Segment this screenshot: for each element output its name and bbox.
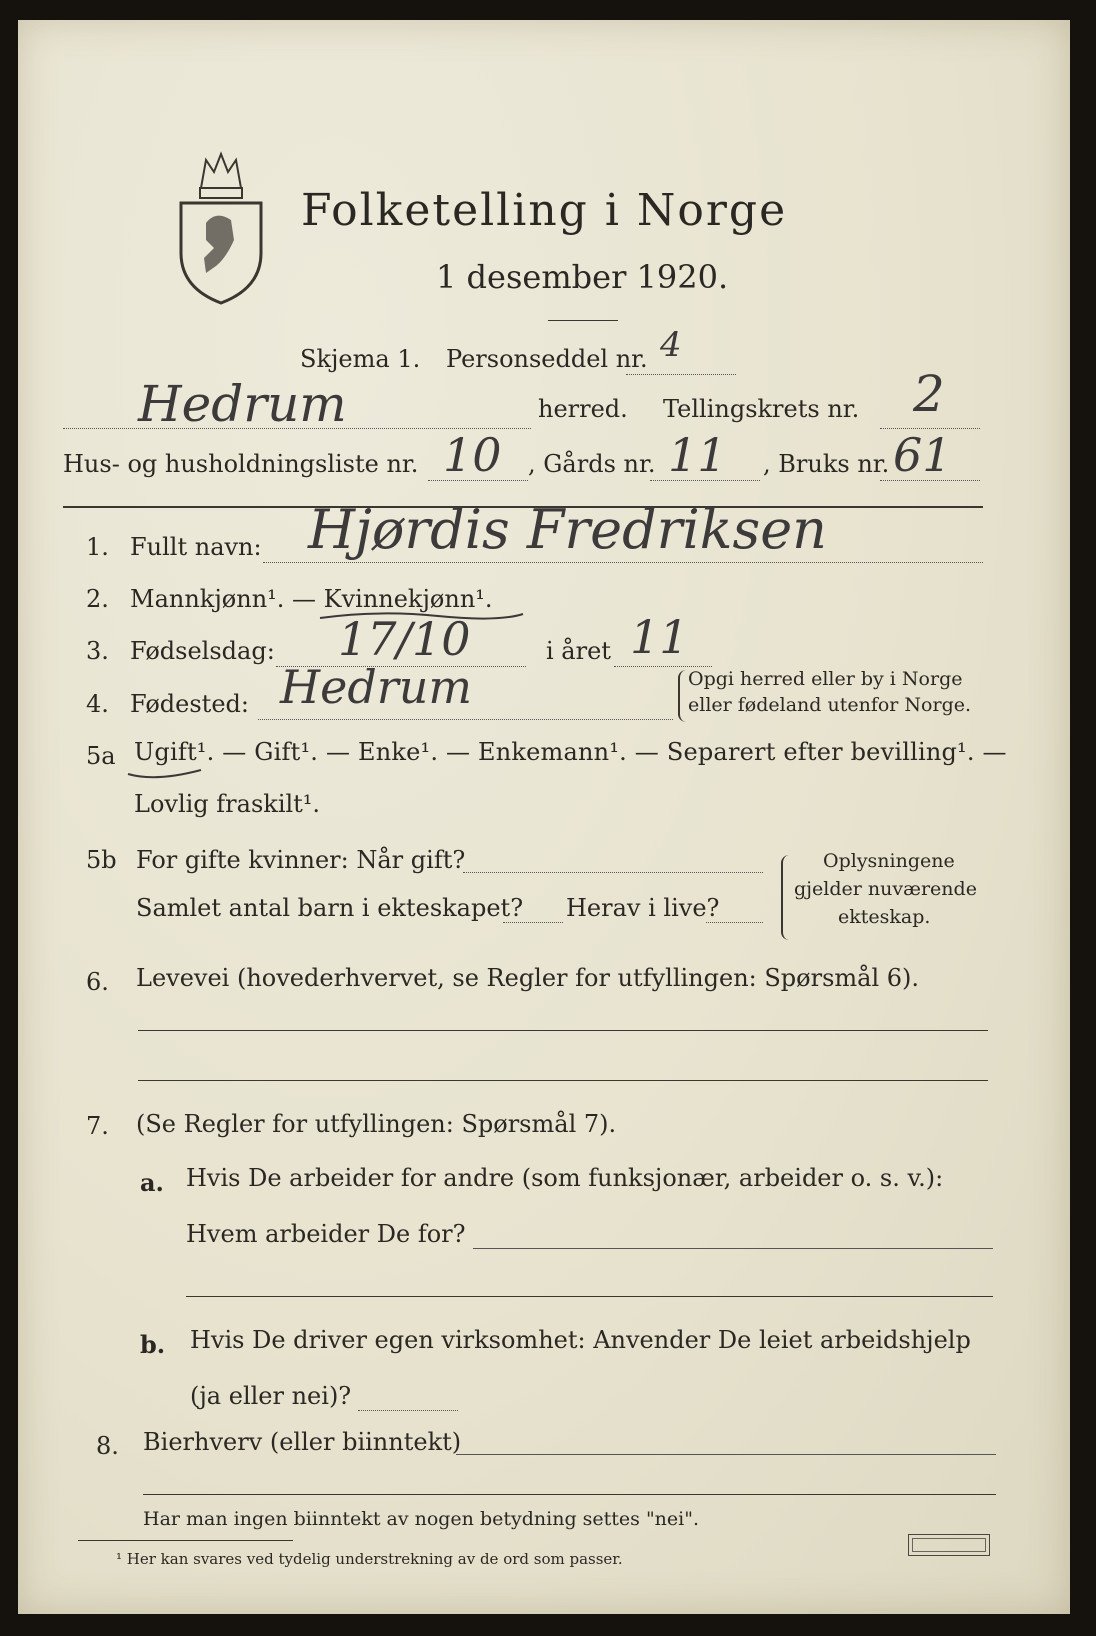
q4-line xyxy=(258,719,673,720)
ugift-underline-mark xyxy=(126,762,206,782)
q4-number: 4. xyxy=(86,690,109,718)
q5b-line-2 xyxy=(503,922,563,923)
q7b-label-2: (ja eller nei)? xyxy=(190,1382,352,1410)
footnote: ¹ Her kan svares ved tydelig understrekning av de ord som passer. xyxy=(116,1550,623,1568)
q8-answer-line[interactable] xyxy=(143,1494,996,1495)
q6-label: Levevei (hovederhvervet, se Regler for utfyllingen: Spørsmål 6). xyxy=(136,964,920,992)
q7b-line[interactable] xyxy=(358,1410,458,1411)
q1-line xyxy=(263,562,983,563)
q7a-answer-line[interactable] xyxy=(186,1296,993,1297)
q5b-brace xyxy=(781,855,793,940)
hus-label: Hus- og husholdningsliste nr. xyxy=(63,450,419,478)
q4-label: Fødested: xyxy=(130,690,249,718)
q5b-note-1: Oplysningene xyxy=(823,850,955,872)
q1-number: 1. xyxy=(86,533,109,561)
tellingskrets-label: Tellingskrets nr. xyxy=(663,395,860,423)
q5b-line-3 xyxy=(706,922,763,923)
q5a-label-2: Lovlig fraskilt¹. xyxy=(134,790,321,818)
q3-label: Fødselsdag: xyxy=(130,637,275,665)
q6-number: 6. xyxy=(86,968,109,996)
personseddel-label: Personseddel nr. xyxy=(446,345,648,373)
form-title: Folketelling i Norge xyxy=(301,185,788,236)
q5b-note-2: gjelder nuværende xyxy=(794,878,977,900)
q8-number: 8. xyxy=(96,1432,119,1460)
q5a-label: Ugift¹. — Gift¹. — Enke¹. — Enkemann¹. — Separert efter bevilling¹. — xyxy=(134,738,1007,766)
q7a-number: a. xyxy=(140,1168,164,1197)
q7b-label: Hvis De driver egen virksomhet: Anvender De leiet arbeidshjelp xyxy=(190,1326,971,1354)
gards-value[interactable]: 11 xyxy=(668,428,727,482)
q7a-line[interactable] xyxy=(473,1248,993,1249)
tellingskrets-value[interactable]: 2 xyxy=(913,365,945,423)
title-divider xyxy=(548,320,618,321)
q7b-number: b. xyxy=(140,1330,166,1359)
q4-note-2: eller fødeland utenfor Norge. xyxy=(688,694,972,716)
hus-value[interactable]: 10 xyxy=(443,428,502,482)
q8-label: Bierhverv (eller biinntekt) xyxy=(143,1428,462,1456)
q5a-number: 5a xyxy=(86,742,116,770)
gards-label: , Gårds nr. xyxy=(528,450,656,478)
skjema-label: Skjema 1. xyxy=(300,345,421,373)
bruks-label: , Bruks nr. xyxy=(763,450,890,478)
q7-label: (Se Regler for utfyllingen: Spørsmål 7). xyxy=(136,1110,617,1138)
printer-stamp-icon xyxy=(908,1534,990,1556)
q5b-line-1 xyxy=(463,872,763,873)
personseddel-value[interactable]: 4 xyxy=(660,325,682,365)
q5b-number: 5b xyxy=(86,846,117,874)
q3-year-label: i året xyxy=(546,637,611,665)
q5b-label-2: Samlet antal barn i ekteskapet? xyxy=(136,894,524,922)
q6-answer-line-1[interactable] xyxy=(138,1030,988,1031)
census-form-page xyxy=(18,20,1070,1614)
q7a-label-2: Hvem arbeider De for? xyxy=(186,1220,466,1248)
biinntekt-note: Har man ingen biinntekt av nogen betydning settes "nei". xyxy=(143,1508,700,1530)
q8-line[interactable] xyxy=(456,1454,996,1455)
coat-of-arms-icon xyxy=(176,148,266,308)
q6-answer-line-2[interactable] xyxy=(138,1080,988,1081)
census-date: 1 desember 1920. xyxy=(436,258,729,296)
birthplace-value[interactable]: Hedrum xyxy=(280,660,473,714)
bruks-value[interactable]: 61 xyxy=(893,428,952,482)
q1-label: Fullt navn: xyxy=(130,533,262,561)
q4-note-1: Opgi herred eller by i Norge xyxy=(688,668,963,690)
q2-number: 2. xyxy=(86,585,109,613)
birth-year-value[interactable]: 11 xyxy=(630,610,689,664)
q3-year-line xyxy=(614,666,712,667)
q3-number: 3. xyxy=(86,637,109,665)
herred-label: herred. xyxy=(538,395,628,423)
full-name-value[interactable]: Hjørdis Fredriksen xyxy=(308,498,827,561)
q7a-label: Hvis De arbeider for andre (som funksjonær, arbeider o. s. v.): xyxy=(186,1164,944,1192)
footnote-divider xyxy=(78,1540,293,1541)
q7-number: 7. xyxy=(86,1112,109,1140)
personseddel-line xyxy=(626,374,736,375)
q2-label: Mannkjønn¹. — Kvinnekjønn¹. xyxy=(130,585,493,613)
q5b-label-3: Herav i live? xyxy=(566,894,720,922)
q5b-note-3: ekteskap. xyxy=(838,906,931,928)
q5b-label: For gifte kvinner: Når gift? xyxy=(136,846,466,874)
birthday-value[interactable]: 17/10 xyxy=(338,612,471,666)
herred-value[interactable]: Hedrum xyxy=(138,375,347,433)
